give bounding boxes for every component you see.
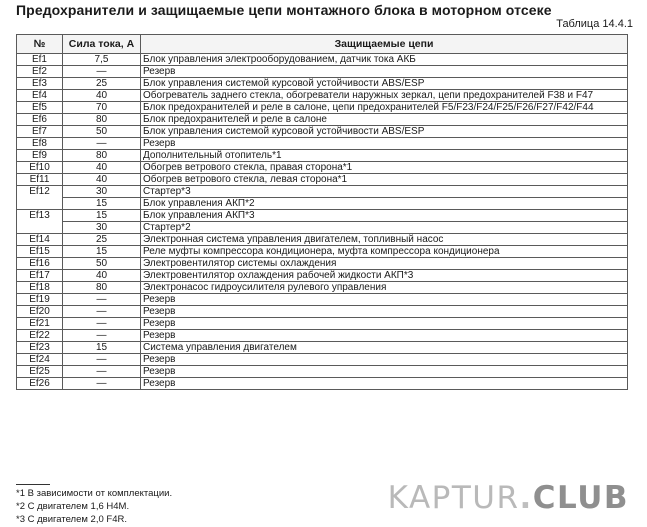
circuit-description-cell: Резерв	[141, 138, 628, 150]
watermark-part-3: CLUB	[532, 480, 629, 516]
circuit-description-cell: Блок управления АКП*2	[141, 198, 628, 210]
fuse-number-cell: Ef23	[17, 342, 63, 354]
circuit-description-cell: Система управления двигателем	[141, 342, 628, 354]
document-title: Предохранители и защищаемые цепи монтажного блока в моторном отсеке	[16, 2, 552, 18]
table-header-row	[17, 35, 628, 54]
fuse-number-cell: Ef12	[17, 186, 63, 198]
watermark-logo	[388, 480, 629, 516]
table-row	[17, 354, 628, 366]
fuse-number-cell: Ef14	[17, 234, 63, 246]
amperage-cell: —	[63, 306, 141, 318]
fuse-number-cell: Ef1	[17, 54, 63, 66]
fuse-number-cell: Ef20	[17, 306, 63, 318]
table-row	[17, 330, 628, 342]
circuit-description-cell: Стартер*3	[141, 186, 628, 198]
circuit-description-cell: Резерв	[141, 294, 628, 306]
table-row	[17, 114, 628, 126]
table-row	[17, 222, 628, 234]
table-row	[17, 198, 628, 210]
circuit-description-cell: Обогреватель заднего стекла, обогреватели наружных зеркал, цепи предохранителей F38 и F47	[141, 90, 628, 102]
amperage-cell: —	[63, 354, 141, 366]
header-num: №	[17, 35, 63, 54]
fuse-number-cell: Ef25	[17, 366, 63, 378]
amperage-cell: 25	[63, 78, 141, 90]
table-row	[17, 366, 628, 378]
table-row	[17, 126, 628, 138]
fuse-number-cell: Ef9	[17, 150, 63, 162]
fuse-number-cell: Ef8	[17, 138, 63, 150]
fuse-number-cell: Ef2	[17, 66, 63, 78]
table-row	[17, 318, 628, 330]
amperage-cell: —	[63, 330, 141, 342]
fuse-number-cell: Ef17	[17, 270, 63, 282]
amperage-cell: 80	[63, 150, 141, 162]
table-row	[17, 234, 628, 246]
circuit-description-cell: Резерв	[141, 378, 628, 390]
circuit-description-cell: Обогрев ветрового стекла, правая сторона*1	[141, 162, 628, 174]
amperage-cell: —	[63, 294, 141, 306]
fuse-number-cell	[17, 198, 63, 210]
circuit-description-cell: Резерв	[141, 318, 628, 330]
table-number: Таблица 14.4.1	[556, 18, 633, 30]
fuse-number-cell: Ef19	[17, 294, 63, 306]
amperage-cell: 80	[63, 114, 141, 126]
circuit-description-cell: Обогрев ветрового стекла, левая сторона*1	[141, 174, 628, 186]
watermark-part-2: .	[519, 480, 533, 516]
circuit-description-cell: Резерв	[141, 330, 628, 342]
footnote-divider	[16, 484, 50, 485]
table-row	[17, 270, 628, 282]
fuse-number-cell: Ef22	[17, 330, 63, 342]
fuse-number-cell: Ef7	[17, 126, 63, 138]
fuse-number-cell: Ef13	[17, 210, 63, 222]
amperage-cell: 50	[63, 126, 141, 138]
footnote-2: *2 С двигателем 1,6 H4M.	[16, 501, 130, 512]
circuit-description-cell: Резерв	[141, 66, 628, 78]
circuit-description-cell: Блок управления АКП*3	[141, 210, 628, 222]
circuit-description-cell: Дополнительный отопитель*1	[141, 150, 628, 162]
table-row	[17, 102, 628, 114]
table-row	[17, 138, 628, 150]
watermark-part-1: KAPTUR	[387, 480, 520, 516]
amperage-cell: —	[63, 378, 141, 390]
table-row	[17, 210, 628, 222]
amperage-cell: 40	[63, 90, 141, 102]
circuit-description-cell: Блок предохранителей и реле в салоне, цепи предохранителей F5/F23/F24/F25/F26/F27/F42/F44	[141, 102, 628, 114]
amperage-cell: 50	[63, 258, 141, 270]
footnote-1: *1 В зависимости от комплектации.	[16, 488, 173, 499]
circuit-description-cell: Электровентилятор системы охлаждения	[141, 258, 628, 270]
fuse-number-cell: Ef3	[17, 78, 63, 90]
fuse-number-cell: Ef6	[17, 114, 63, 126]
amperage-cell: 40	[63, 270, 141, 282]
fuse-table	[16, 34, 628, 390]
fuse-number-cell: Ef26	[17, 378, 63, 390]
circuit-description-cell: Электровентилятор охлаждения рабочей жидкости АКП*3	[141, 270, 628, 282]
footnote-3: *3 С двигателем 2,0 F4R.	[16, 514, 127, 525]
circuit-description-cell: Реле муфты компрессора кондиционера, муфта компрессора кондиционера	[141, 246, 628, 258]
amperage-cell: 30	[63, 222, 141, 234]
amperage-cell: 25	[63, 234, 141, 246]
fuse-number-cell: Ef18	[17, 282, 63, 294]
table-row	[17, 378, 628, 390]
circuit-description-cell: Резерв	[141, 366, 628, 378]
circuit-description-cell: Резерв	[141, 306, 628, 318]
fuse-number-cell: Ef10	[17, 162, 63, 174]
header-amperage: Сила тока, А	[63, 35, 141, 54]
table-row	[17, 78, 628, 90]
table-row	[17, 258, 628, 270]
amperage-cell: 40	[63, 174, 141, 186]
circuit-description-cell: Электронасос гидроусилителя рулевого управления	[141, 282, 628, 294]
amperage-cell: 40	[63, 162, 141, 174]
table-row	[17, 162, 628, 174]
amperage-cell: 80	[63, 282, 141, 294]
amperage-cell: 30	[63, 186, 141, 198]
table-row	[17, 174, 628, 186]
fuse-number-cell: Ef4	[17, 90, 63, 102]
fuse-number-cell: Ef15	[17, 246, 63, 258]
amperage-cell: 15	[63, 342, 141, 354]
fuse-number-cell: Ef21	[17, 318, 63, 330]
table-row	[17, 306, 628, 318]
amperage-cell: 15	[63, 246, 141, 258]
table-row	[17, 66, 628, 78]
amperage-cell: —	[63, 66, 141, 78]
circuit-description-cell: Стартер*2	[141, 222, 628, 234]
table-row	[17, 246, 628, 258]
amperage-cell: —	[63, 318, 141, 330]
amperage-cell: —	[63, 138, 141, 150]
circuit-description-cell: Блок управления электрооборудованием, датчик тока АКБ	[141, 54, 628, 66]
table-row	[17, 282, 628, 294]
table-row	[17, 150, 628, 162]
circuit-description-cell: Блок управления системой курсовой устойчивости ABS/ESP	[141, 78, 628, 90]
fuse-number-cell	[17, 222, 63, 234]
fuse-number-cell: Ef5	[17, 102, 63, 114]
amperage-cell: 15	[63, 210, 141, 222]
fuse-number-cell: Ef24	[17, 354, 63, 366]
amperage-cell: 7,5	[63, 54, 141, 66]
header-circuits: Защищаемые цепи	[141, 35, 628, 54]
circuit-description-cell: Блок предохранителей и реле в салоне	[141, 114, 628, 126]
table-row	[17, 342, 628, 354]
circuit-description-cell: Резерв	[141, 354, 628, 366]
fuse-number-cell: Ef11	[17, 174, 63, 186]
circuit-description-cell: Блок управления системой курсовой устойчивости ABS/ESP	[141, 126, 628, 138]
table-body	[17, 54, 628, 390]
table-row	[17, 294, 628, 306]
amperage-cell: —	[63, 366, 141, 378]
fuse-number-cell: Ef16	[17, 258, 63, 270]
table-row	[17, 90, 628, 102]
amperage-cell: 15	[63, 198, 141, 210]
footnotes	[16, 484, 316, 526]
amperage-cell: 70	[63, 102, 141, 114]
circuit-description-cell: Электронная система управления двигателем, топливный насос	[141, 234, 628, 246]
table-row	[17, 54, 628, 66]
table-row	[17, 186, 628, 198]
